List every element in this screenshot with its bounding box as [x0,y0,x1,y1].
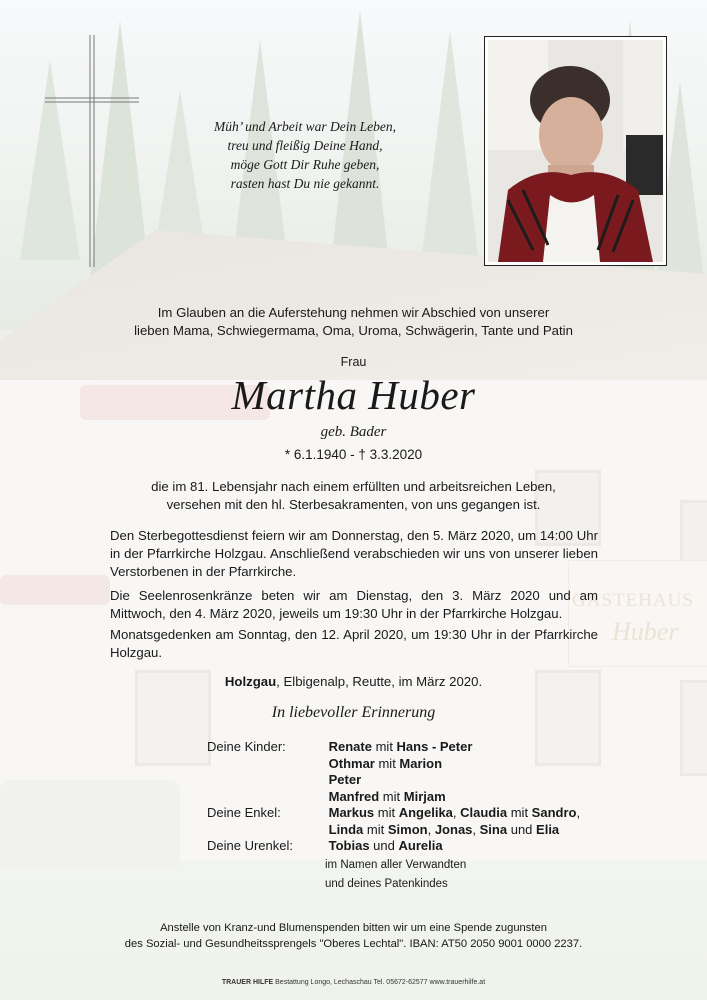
children-label: Deine Kinder: [207,739,286,754]
donation-text [0,920,707,952]
rosary-paragraph: Die Seelenrosenkränze beten wir am Dienstag, den 3. März 2020 und am Mittwoch, den 4. März 2020, jeweils um 19:30 Uhr in der Pfarrkirche Holzgau. [110,588,598,621]
grandchildren-row [207,805,580,838]
child-entry [329,789,473,806]
footer-brand: TRAUER HILFE [221,979,274,986]
partner-name: Marion [399,755,443,771]
closing-line: im Namen aller Verwandten [325,859,467,871]
grandchildren-line: Markus mit Angelika, Claudia mit Sandro, [328,805,581,820]
place-rest: , Elbigenalp, Reutte, im März 2020. [276,674,483,689]
portrait-photo [484,36,667,266]
child-connector: mit [379,788,404,804]
death-line: versehen mit den hl. Sterbesakramenten, von uns gegangen ist. [166,497,541,512]
verse-line: treu und fleißig Deine Hand, [227,138,383,153]
great-line: Tobias und Aurelia [328,838,443,853]
child-connector: mit [374,755,400,771]
verse-line: rasten hast Du nie gekannt. [230,176,380,191]
child-name: Manfred [328,788,380,804]
child-entry [329,772,473,789]
remembrance-heading: In liebevoller Erinnerung [271,704,436,721]
verse-line: Müh’ und Arbeit war Dein Leben, [214,119,396,134]
life-dates: * 6.1.1940 - † 3.3.2020 [284,447,423,462]
great-grandchildren-row [207,838,443,855]
memorial-paragraph: Monatsgedenken am Sonntag, den 12. April 2020, um 19:30 Uhr in der Pfarrkirche Holzgau. [110,627,598,660]
salutation: Frau [340,355,367,369]
verse-line: möge Gott Dir Ruhe geben, [230,157,380,172]
donation-line: des Sozial- und Gesundheitssprengels "Oberes Lechtal". IBAN: AT50 2050 9001 0000 2237. [124,938,583,950]
children-row [207,739,472,805]
partner-name: Hans - Peter [396,739,473,754]
child-entry [329,739,473,756]
intro-text [0,304,707,340]
footer-text: Bestattung Longo, Lechaschau Tel. 05672-62577 www.trauerhilfe.at [273,979,486,986]
place-bold: Holzgau [224,674,277,689]
intro-line: Im Glauben an die Auferstehung nehmen wir Abschied von unserer [157,305,550,320]
closing-text [325,856,466,894]
grandchildren-line: Linda mit Simon, Jonas, Sina und Elia [328,821,560,837]
child-entry [329,756,473,773]
place-line [0,673,707,691]
grandchildren-label: Deine Enkel: [207,805,281,820]
footer [0,979,707,986]
closing-line: und deines Patenkindes [325,878,448,890]
death-text [0,478,707,514]
child-name: Othmar [328,755,375,771]
maiden-name: geb. Bader [320,424,387,440]
child-connector: mit [371,739,397,754]
great-label: Deine Urenkel: [207,838,293,853]
child-name: Peter [328,772,362,787]
death-line: die im 81. Lebensjahr nach einem erfüllten und arbeitsreichen Leben, [151,479,556,494]
partner-name: Mirjam [403,788,446,804]
child-name: Renate [328,739,372,754]
verse [180,117,430,193]
deceased-name: Martha Huber [231,372,476,418]
cross-icon [45,35,139,267]
service-paragraph: Den Sterbegottesdienst feiern wir am Donnerstag, den 5. März 2020, um 14:00 Uhr in der Pfarrkirche Holzgau. Anschließend verabschieden wir uns von unserer lieben Verstorbenen in der Pfarrkirche. [110,528,598,579]
intro-line: lieben Mama, Schwiegermama, Oma, Uroma, Schwägerin, Tante und Patin [134,323,573,338]
donation-line: Anstelle von Kranz-und Blumenspenden bitten wir um eine Spende zugunsten [160,922,547,934]
